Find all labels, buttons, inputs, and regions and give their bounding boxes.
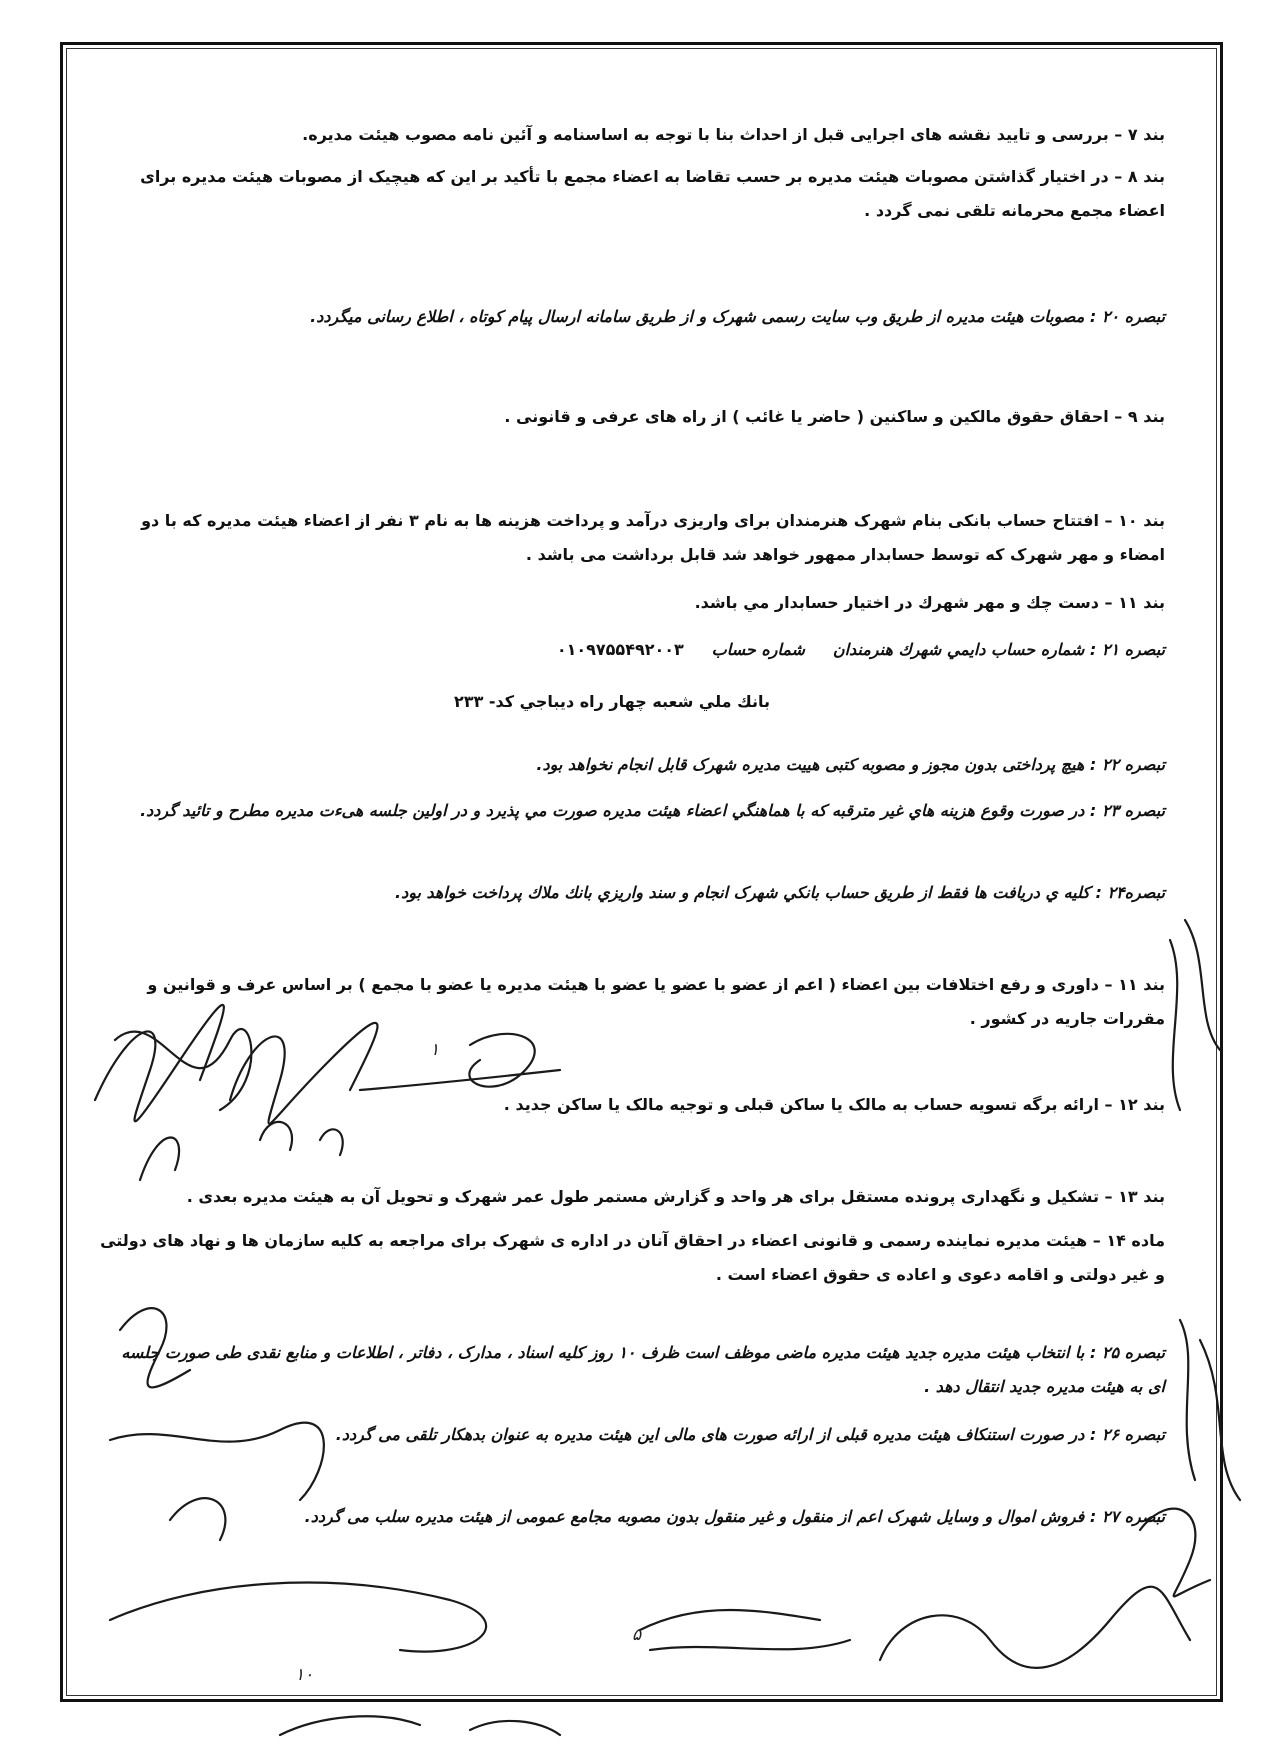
- handwritten-mark-10: ۱۰: [295, 1665, 314, 1685]
- clause-band-10: بند ۱۰ – افتتاح حساب بانکی بنام شهرک هنرمندان برای واریزی درآمد و پرداخت هزینه ها به نام ۳ نفر از اعضاء هیئت مدیره که با دو امضاء و مهر شهرک که توسط حسابدار ممهور خواهد شد قابل برداشت می باشد .: [141, 511, 1165, 564]
- note-tabsare-21: [557, 640, 1165, 659]
- page-number: ۵: [632, 1625, 642, 1645]
- tabsare-21-label: تبصره ۲۱ : شماره حساب دایمي شهرك هنرمندان: [832, 640, 1165, 659]
- note-tabsare-23: تبصره ۲۳ : در صورت وقوع هزینه هاي غیر مترقبه که با هماهنگي اعضاء هیئت مدیره صورت مي پذیرد و در اولین جلسه هیءت مدیره مطرح و تائید گردد.: [140, 801, 1165, 820]
- clause-band-8: بند ۸ – در اختیار گذاشتن مصوبات هیئت مدیره بر حسب تقاضا به اعضاء مجمع با تأکید بر این که هیچیک از مصوبات هیئت مدیره برای اعضاء مجمع محرمانه تلقی نمی گردد .: [140, 167, 1165, 220]
- clause-band-11-arbitration: بند ۱۱ – داوری و رفع اختلافات بین اعضاء ( اعم از عضو با عضو یا عضو با هیئت مدیره یا عضو با مجمع ) بر اساس عرف و قوانین و مقررات جاریه در کشور .: [147, 975, 1165, 1028]
- bank-branch: بانك ملي شعبه چهار راه دیباجي کد- ۲۳۳: [454, 692, 770, 711]
- note-tabsare-20: تبصره ۲۰ : مصوبات هیئت مدیره از طریق وب سایت رسمی شهرک و از طریق سامانه ارسال پیام کوتاه ، اطلاع رسانی میگردد.: [310, 307, 1165, 326]
- account-number: ۰۱۰۹۷۵۵۴۹۲۰۰۳: [556, 640, 684, 659]
- note-tabsare-27: تبصره ۲۷ : فروش اموال و وسایل شهرک اعم از منقول و غیر منقول بدون مصوبه مجامع عمومی از هیئت مدیره سلب می گردد.: [304, 1507, 1165, 1526]
- clause-band-7: بند ۷ – بررسی و تایید نقشه های اجرایی قبل از احداث بنا با توجه به اساسنامه و آئین نامه مصوب هیئت مدیره.: [302, 125, 1165, 144]
- clause-band-12: بند ۱۲ – ارائه برگه تسویه حساب به مالک یا ساکن قبلی و توجیه مالک یا ساکن جدید .: [503, 1095, 1165, 1114]
- clause-madde-14: ماده ۱۴ – هیئت مدیره نماینده رسمی و قانونی اعضاء در احقاق آنان در اداره ی شهرک برای مراجعه به کلیه سازمان ها و نهاد های دولتی و غیر دولتی و اقامه دعوی و اعاده ی حقوق اعضاء است .: [100, 1231, 1165, 1284]
- clause-band-13: بند ۱۳ – تشکیل و نگهداری پرونده مستقل برای هر واحد و گزارش مستمر طول عمر شهرک و تحویل آن به هیئت مدیره بعدی .: [186, 1187, 1165, 1206]
- account-label: شماره حساب: [711, 640, 805, 659]
- signature-bottom-tail: [280, 1716, 560, 1735]
- clause-band-11-cheque: بند ۱۱ – دست چك و مهر شهرك در اختیار حسابدار مي باشد.: [694, 593, 1165, 612]
- note-tabsare-22: تبصره ۲۲ : هیچ پرداختی بدون مجوز و مصوبه کتبی هییت مدیره شهرک قابل انجام نخواهد بود.: [536, 755, 1165, 774]
- note-tabsare-24: تبصره۲۴ : کلیه ي دریافت ها فقط از طریق حساب بانکي شهرک انجام و سند واریزي بانك ملاك پرداخت خواهد بود.: [395, 883, 1165, 902]
- note-tabsare-26: تبصره ۲۶ : در صورت استنکاف هیئت مدیره قبلی از ارائه صورت های مالی این هیئت مدیره به عنوان بدهکار تلقی می گردد.: [335, 1425, 1165, 1444]
- clause-band-9: بند ۹ – احقاق حقوق مالکین و ساکنین ( حاضر یا غائب ) از راه های عرفی و قانونی .: [504, 407, 1165, 426]
- note-tabsare-25: تبصره ۲۵ : با انتخاب هیئت مدیره جدید هیئت مدیره ماضی موظف است ظرف ۱۰ روز کلیه اسناد ، مدارک ، دفاتر ، اطلاعات و منابع نقدی طی صورت جلسه ای به هیئت مدیره جدید انتقال دهد .: [121, 1343, 1165, 1396]
- handwritten-mark-1: ۱: [430, 1040, 440, 1060]
